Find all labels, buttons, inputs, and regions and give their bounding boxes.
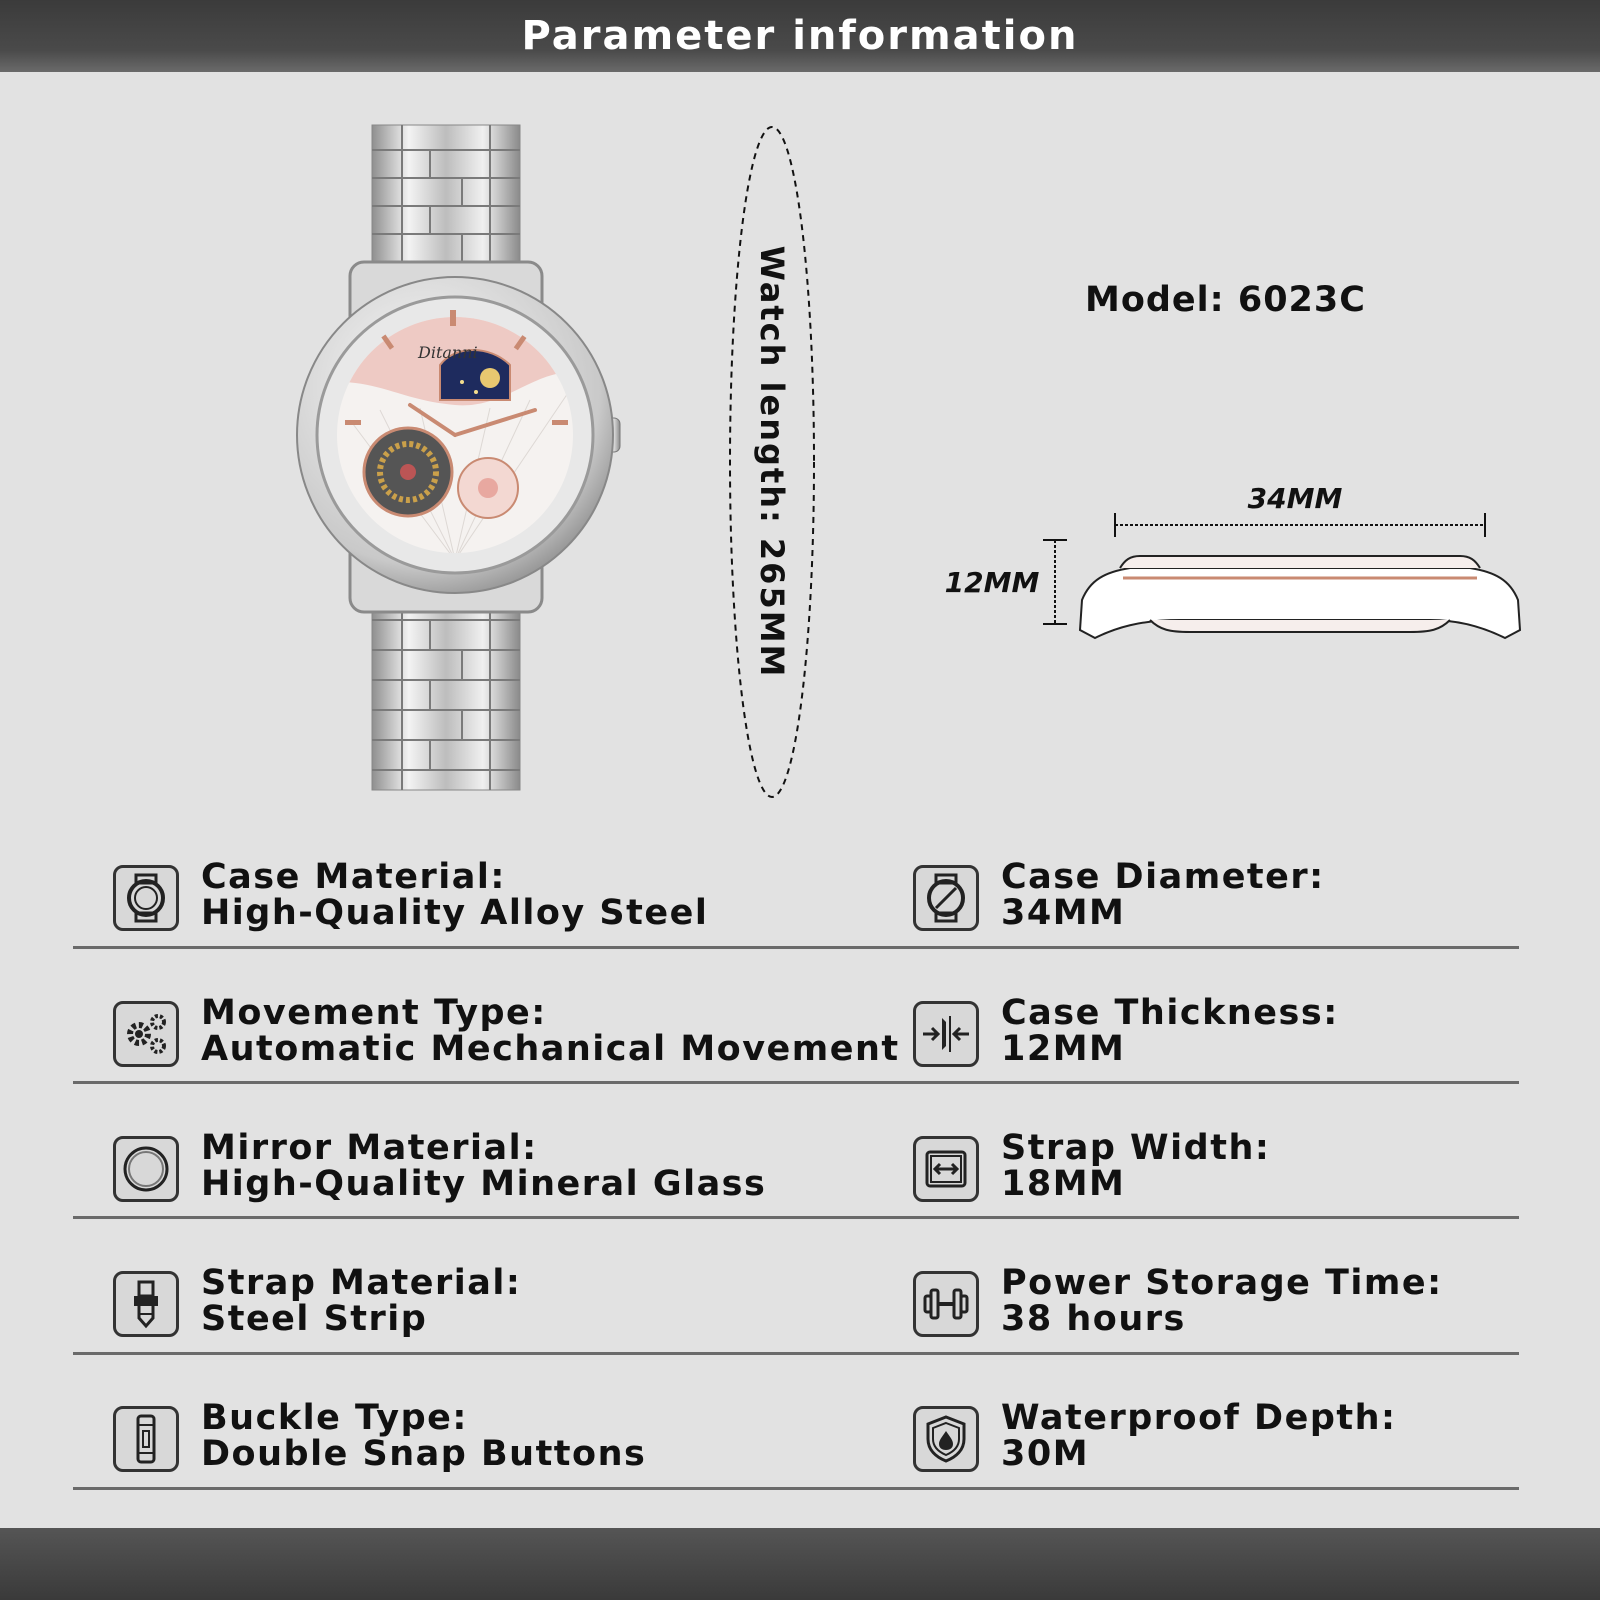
case-icon bbox=[113, 865, 179, 931]
spec-value: High-Quality Mineral Glass bbox=[201, 1164, 767, 1204]
spec-label: Power Storage Time: bbox=[1001, 1263, 1443, 1303]
footer-bar bbox=[0, 1528, 1600, 1600]
buckle-icon bbox=[113, 1406, 179, 1472]
spec-value: High-Quality Alloy Steel bbox=[201, 893, 709, 933]
spec-value: 34MM bbox=[1001, 893, 1126, 933]
watch-length-label: Watch length: 265MM bbox=[753, 245, 791, 679]
spec-waterproof-depth bbox=[913, 1386, 1553, 1498]
spec-movement-type bbox=[113, 981, 900, 1093]
spec-value: 38 hours bbox=[1001, 1299, 1186, 1339]
spec-power-storage bbox=[913, 1251, 1553, 1363]
thickness-icon bbox=[913, 1001, 979, 1067]
case-side-diagram bbox=[930, 480, 1540, 660]
watch-photo bbox=[290, 120, 640, 810]
gears-icon bbox=[113, 1001, 179, 1067]
spec-value: 12MM bbox=[1001, 1029, 1126, 1069]
diameter-icon bbox=[913, 865, 979, 931]
spec-value: 30M bbox=[1001, 1434, 1090, 1474]
spec-value: Steel Strip bbox=[201, 1299, 428, 1339]
spec-value: Automatic Mechanical Movement bbox=[201, 1029, 900, 1069]
dumbbell-icon bbox=[913, 1271, 979, 1337]
spec-buckle-type bbox=[113, 1386, 873, 1498]
header-bar bbox=[0, 0, 1600, 72]
spec-strap-width bbox=[913, 1116, 1553, 1228]
spec-label: Waterproof Depth: bbox=[1001, 1398, 1397, 1438]
height-dimension-label: 12MM bbox=[944, 566, 1040, 599]
spec-strap-material bbox=[113, 1251, 873, 1363]
strap-icon bbox=[113, 1271, 179, 1337]
width-dimension-label: 34MM bbox=[1247, 482, 1343, 515]
watch-brand: Ditanni bbox=[418, 343, 478, 362]
page-title: Parameter information bbox=[521, 13, 1079, 59]
spec-label: Strap Material: bbox=[201, 1263, 522, 1303]
spec-value: 18MM bbox=[1001, 1164, 1126, 1204]
spec-label: Case Material: bbox=[201, 857, 506, 897]
spec-label: Case Diameter: bbox=[1001, 857, 1325, 897]
shield-icon bbox=[913, 1406, 979, 1472]
spec-label: Buckle Type: bbox=[201, 1398, 468, 1438]
spec-value: Double Snap Buttons bbox=[201, 1434, 647, 1474]
spec-mirror-material bbox=[113, 1116, 873, 1228]
model-number: Model: 6023C bbox=[1085, 280, 1366, 320]
spec-label: Case Thickness: bbox=[1001, 993, 1339, 1033]
bracelet-top bbox=[372, 125, 520, 275]
bracelet-bottom bbox=[372, 590, 520, 790]
spec-label: Movement Type: bbox=[201, 993, 547, 1033]
glass-icon bbox=[113, 1136, 179, 1202]
spec-label: Strap Width: bbox=[1001, 1128, 1271, 1168]
spec-case-diameter bbox=[913, 845, 1553, 957]
spec-case-thickness bbox=[913, 981, 1553, 1093]
spec-case-material bbox=[113, 845, 873, 957]
spec-label: Mirror Material: bbox=[201, 1128, 538, 1168]
strap-width-icon bbox=[913, 1136, 979, 1202]
